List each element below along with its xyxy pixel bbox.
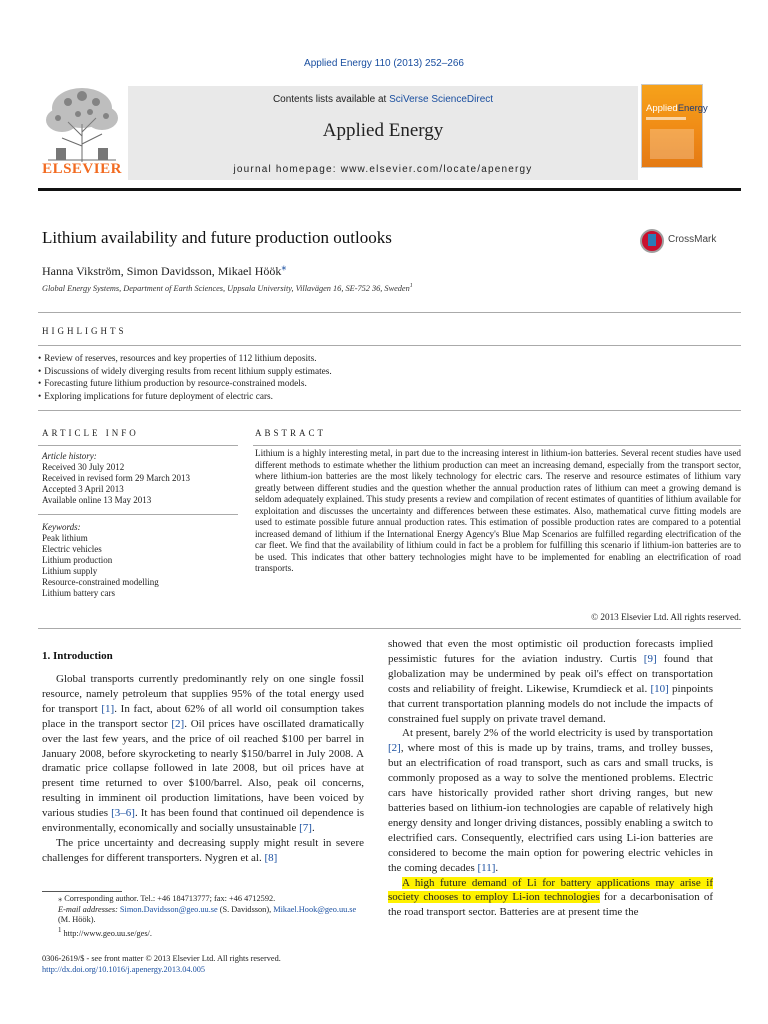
cover-title-energy: Energy	[677, 103, 708, 114]
cover-image	[650, 129, 694, 159]
journal-homepage-line	[128, 164, 638, 175]
affiliation-footnote-mark[interactable]: 1	[409, 283, 413, 289]
elsevier-logo[interactable]	[38, 84, 126, 184]
author-list	[42, 262, 286, 279]
history-online: Available online 13 May 2013	[42, 495, 152, 505]
keyword-item: Resource-constrained modelling	[42, 577, 159, 587]
citation-link[interactable]: [2]	[171, 717, 185, 730]
crossmark-icon	[640, 229, 664, 253]
cover-subtitle-bar	[646, 117, 686, 120]
highlight-item: • Forecasting future lithium production by resource-constrained models.	[38, 378, 738, 391]
divider	[38, 514, 238, 515]
homepage-prefix: journal homepage:	[233, 164, 341, 175]
citation-link[interactable]: [8]	[264, 851, 278, 864]
corresponding-author-mark[interactable]: ⁎	[281, 262, 287, 273]
body-text: Global transports currently predominantly rely on one single fossil resource, namely petroleum that supplies 95% of the total energy used for transport	[42, 673, 364, 715]
abstract-heading: ABSTRACT	[255, 428, 327, 438]
doi-link[interactable]: http://dx.doi.org/10.1016/j.apenergy.2013.04.005	[42, 965, 206, 974]
divider	[38, 445, 238, 446]
footnote-mark: ⁎	[58, 894, 63, 903]
journal-masthead	[38, 84, 741, 188]
keyword-item: Lithium supply	[42, 566, 98, 576]
keyword-item: Peak lithium	[42, 533, 88, 543]
footnote-url	[40, 926, 370, 939]
footnote-url-text[interactable]: http://www.geo.uu.se/ges/.	[61, 928, 152, 938]
highlight-item: • Discussions of widely diverging results from recent lithium supply estimates.	[38, 366, 738, 379]
body-paragraph	[42, 672, 364, 836]
history-accepted: Accepted 3 April 2013	[42, 484, 124, 494]
footnote-divider	[42, 891, 122, 892]
header-divider	[38, 188, 741, 191]
issn-line: 0306-2619/$ - see front matter © 2013 Elsevier Ltd. All rights reserved.	[42, 954, 281, 963]
footnote-text: (S. Davidsson),	[217, 904, 274, 914]
highlights-heading: HIGHLIGHTS	[42, 326, 127, 336]
footnote-text: (M. Höök).	[58, 915, 96, 925]
article-history	[42, 451, 242, 506]
keyword-item: Electric vehicles	[42, 544, 102, 554]
issn-block	[42, 953, 281, 975]
body-text: pinpoints that current transportation planning models do not include the impacts of constrained fuel supply on private travel demand.	[388, 682, 713, 725]
section-heading-introduction: 1. Introduction	[42, 650, 113, 662]
keyword-item: Lithium battery cars	[42, 588, 115, 598]
body-paragraph	[388, 876, 713, 921]
elsevier-wordmark: ELSEVIER	[42, 161, 122, 177]
highlight-item: • Review of reserves, resources and key properties of 112 lithium deposits.	[38, 353, 738, 366]
citation-link[interactable]: [3–6]	[111, 807, 135, 820]
body-text: found that globalization may be undermined by peak oil's effect on transportation costs and reliability of freight. Likewise, Krumdieck et al.	[388, 652, 713, 695]
highlights-list	[38, 353, 738, 403]
footnotes	[40, 894, 370, 939]
citation-link[interactable]: [11]	[477, 861, 496, 874]
body-text: . It has been found that continued oil dependence is environmentally, economically and socially unsustainable	[42, 807, 364, 835]
body-paragraph	[388, 637, 713, 726]
footnote-corresponding	[40, 894, 370, 905]
body-text: showed that even the most optimistic oil production forecasts implied pessimistic futures for the aviation industry. Curtis	[388, 638, 713, 665]
body-column-left	[42, 672, 364, 866]
keyword-item: Lithium production	[42, 555, 113, 565]
body-text: At present, barely 2% of the world electricity is used by transportation	[402, 727, 713, 740]
highlight-item: • Exploring implications for future deployment of electric cars.	[38, 391, 738, 404]
journal-cover-thumbnail[interactable]	[641, 84, 708, 168]
sciencedirect-link[interactable]: SciVerse ScienceDirect	[389, 94, 494, 105]
article-info-heading: ARTICLE INFO	[42, 428, 139, 438]
body-text: . Oil prices have oscillated dramatically over the last few years, and the price of oil reached $100 per barrel in January 2008, before skyrocketing to nearly $150/barrel in July 2008. A dramatic price collapse followed in late 2008, but oil prices have at present time returned to over $100/barrel. Also, peak oil concerns, resulting in imminent oil production limitations, have been voiced by various studies	[42, 717, 364, 820]
body-paragraph	[42, 836, 364, 866]
citation-link[interactable]: [1]	[101, 702, 115, 715]
email-label: E-mail addresses:	[58, 904, 118, 914]
journal-homepage-link[interactable]: www.elsevier.com/locate/apenergy	[340, 164, 533, 175]
body-column-right	[388, 637, 713, 920]
citation-link[interactable]: [9]	[643, 652, 657, 665]
body-text: , where most of this is made up by trains, trams, and trolley busses, but an electrification of road transport, such as cars and small trucks, is commonly proposed as a way to solve the mentioned problems. Electric cars have historically provided rather short driving ranges, but new batteries based on lithium-ion technologies are capable of relatively high energy density and longer driving distances, possibly enabling a switch to electrified cars. Consequently, electrified cars using Li-ion batteries are considered to become the main option for powering electric vehicles in the coming decades	[388, 742, 713, 874]
highlighted-text[interactable]: A high future demand of Li for battery applications may arise if society chooses to employ Li-ion technologies	[388, 876, 713, 904]
journal-citation[interactable]: Applied Energy 110 (2013) 252–266	[304, 58, 464, 69]
divider	[38, 628, 741, 629]
contents-line	[128, 94, 638, 105]
cover-title-applied: Applied	[646, 103, 678, 114]
body-text: .	[311, 822, 315, 835]
keywords-list	[42, 522, 242, 599]
email-link-hook[interactable]: Mikael.Hook@geo.uu.se	[273, 904, 357, 914]
footnote-emails	[40, 905, 370, 926]
footnote-mark: 1	[58, 926, 62, 934]
abstract-copyright: © 2013 Elsevier Ltd. All rights reserved.	[591, 612, 741, 622]
divider	[38, 345, 741, 346]
affiliation-text: Global Energy Systems, Department of Earth Sciences, Uppsala University, Villavägen 16, SE-752 36, Sweden	[42, 283, 410, 293]
authors-text: Hanna Vikström, Simon Davidsson, Mikael Höök	[42, 264, 282, 278]
cover-title	[646, 103, 708, 114]
body-paragraph	[388, 726, 713, 875]
divider	[253, 445, 741, 446]
divider	[38, 410, 741, 411]
journal-title: Applied Energy	[322, 120, 444, 141]
abstract-text: Lithium is a highly interesting metal, in part due to the increasing interest in lithium-ion batteries. Several recent studies have used different methods to estimate whether the lithium production can meet an increasing demand, especially from the transport sector, where lithium-ion batteries are the most likely technology for electric cars. The reserve and resource estimates of lithium vary greatly between different studies and the question whether the annual production rates of lithium can meet a growing demand is seldom adequately explained. This study presents a review and compilation of recent estimates of quantities of lithium available for exploitation and discusses the uncertainty and differences between these estimates. Also, mathematical curve fitting models are used to estimate possible future annual production rates. This estimation of possible production rates are compared to a potential increased demand of lithium if the International Energy Agency's Blue Map Scenarios are fulfilled regarding electrification of the car fleet. We find that the availability of lithium could in fact be a problem for fulfilling this scenario if lithium-ion batteries are to be used. This indicates that other battery technologies might have to be implemented for enabling an electrification of road transports.	[255, 448, 741, 573]
divider	[38, 312, 741, 313]
footnote-text: Corresponding author. Tel.: +46 184713777; fax: +46 4712592.	[62, 894, 276, 903]
crossmark-badge[interactable]	[640, 229, 744, 255]
body-text: The price uncertainty and decreasing supply might result in severe challenges for different transporters. Nygren et al.	[42, 836, 364, 864]
masthead-banner	[128, 86, 638, 180]
author-affiliation	[42, 283, 413, 293]
crossmark-label: CrossMark	[668, 234, 717, 245]
body-text: for a decarbonisation of the road transport sector. Batteries are at present time the	[388, 891, 713, 919]
email-link-davidsson[interactable]: Simon.Davidsson@geo.uu.se	[119, 904, 218, 914]
history-revised: Received in revised form 29 March 2013	[42, 473, 190, 483]
citation-link[interactable]: [7]	[299, 822, 312, 835]
keywords-label: Keywords:	[42, 522, 81, 532]
body-text: .	[495, 861, 499, 874]
history-label: Article history:	[42, 451, 97, 461]
citation-link[interactable]: [10]	[650, 682, 669, 695]
citation-link[interactable]: [2]	[388, 742, 401, 755]
history-received: Received 30 July 2012	[42, 462, 125, 472]
article-title: Lithium availability and future production outlooks	[42, 228, 392, 247]
elsevier-tree-icon	[38, 84, 126, 164]
contents-prefix: Contents lists available at	[272, 94, 390, 105]
body-text: . In fact, about 62% of all world oil consumption takes place in the transport sector	[42, 702, 364, 730]
